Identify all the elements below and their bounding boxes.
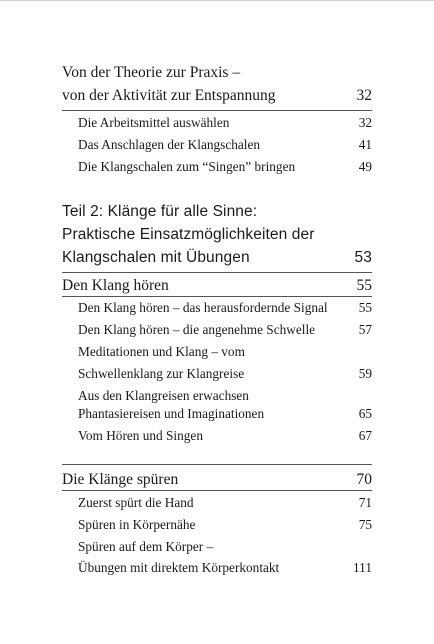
- toc-page-number: 59: [358, 366, 372, 381]
- part-title: [62, 203, 372, 221]
- toc-entry-title: Den Klang hören – die angenehme Schwelle: [78, 322, 316, 337]
- toc-entry-title: Phantasiereisen und Imaginationen: [78, 406, 265, 421]
- toc-page-number: 71: [358, 495, 372, 510]
- part-title: [62, 226, 372, 244]
- toc-entry: [78, 344, 372, 360]
- toc-entry-title: Die Arbeitsmittel auswählen: [78, 115, 230, 130]
- section-divider: [62, 464, 372, 465]
- toc-entry: [78, 560, 372, 576]
- toc-page-number: 57: [358, 322, 372, 337]
- toc-entry: [78, 539, 372, 555]
- toc-page-number: 65: [358, 406, 372, 421]
- toc-heading-title: Den Klang hören: [62, 277, 169, 294]
- toc-entry: [78, 428, 372, 444]
- toc-page-number: 67: [358, 428, 372, 443]
- section-divider: [62, 490, 372, 491]
- toc-heading-title: Die Klänge spüren: [62, 471, 179, 488]
- toc-entry: [78, 115, 372, 131]
- toc-page-number: 55: [356, 277, 372, 294]
- toc-entry-title: Aus den Klangreisen erwachsen: [78, 388, 249, 403]
- toc-entry: [78, 137, 372, 153]
- toc-entry: [78, 366, 372, 382]
- section-divider: [62, 272, 372, 273]
- toc-page-number: 70: [356, 471, 372, 488]
- toc-entry-title: Das Anschlagen der Klangschalen: [78, 137, 261, 152]
- toc-page-number: 111: [353, 560, 372, 575]
- section-divider: [62, 296, 372, 297]
- toc-page-number: 75: [358, 517, 372, 532]
- toc-heading-line1: Von der Theorie zur Praxis –: [62, 64, 241, 81]
- toc-heading: [62, 64, 372, 82]
- toc-entry: [78, 388, 372, 404]
- toc-heading: [62, 87, 372, 105]
- toc-entry-title: Spüren in Körpernähe: [78, 517, 196, 532]
- toc-entry: [78, 495, 372, 511]
- toc-heading-line2: von der Aktivität zur Entspannung: [62, 87, 276, 104]
- toc-heading: [62, 471, 372, 489]
- toc-entry-title: Spüren auf dem Körper –: [78, 539, 214, 554]
- toc-entry: [78, 159, 372, 175]
- toc-entry: [78, 406, 372, 422]
- toc-page-number: 53: [354, 249, 372, 266]
- part-title-line1: Teil 2: Klänge für alle Sinne:: [62, 203, 258, 220]
- toc-entry-title: Den Klang hören – das herausfordernde Signal: [78, 300, 328, 315]
- toc-page-number: 32: [358, 115, 372, 130]
- toc-page-number: 32: [356, 87, 372, 104]
- toc-entry: [78, 322, 372, 338]
- toc-page-number: 41: [358, 137, 372, 152]
- toc-entry-title: Die Klangschalen zum “Singen” bringen: [78, 159, 296, 174]
- toc-entry-title: Übungen mit direktem Körperkontakt: [78, 560, 280, 575]
- section-divider: [62, 110, 372, 111]
- part-title-line3: Klangschalen mit Übungen: [62, 249, 250, 266]
- toc-page-number: 49: [358, 159, 372, 174]
- part-title: [62, 249, 372, 267]
- toc-page-number: 55: [358, 300, 372, 315]
- table-of-contents: [62, 0, 372, 644]
- toc-entry: [78, 517, 372, 533]
- toc-entry-title: Schwellenklang zur Klangreise: [78, 366, 245, 381]
- toc-entry: [78, 300, 372, 316]
- toc-heading: [62, 277, 372, 295]
- part-title-line2: Praktische Einsatzmöglichkeiten der: [62, 226, 315, 243]
- toc-entry-title: Vom Hören und Singen: [78, 428, 203, 443]
- toc-entry-title: Meditationen und Klang – vom: [78, 344, 245, 359]
- toc-entry-title: Zuerst spürt die Hand: [78, 495, 194, 510]
